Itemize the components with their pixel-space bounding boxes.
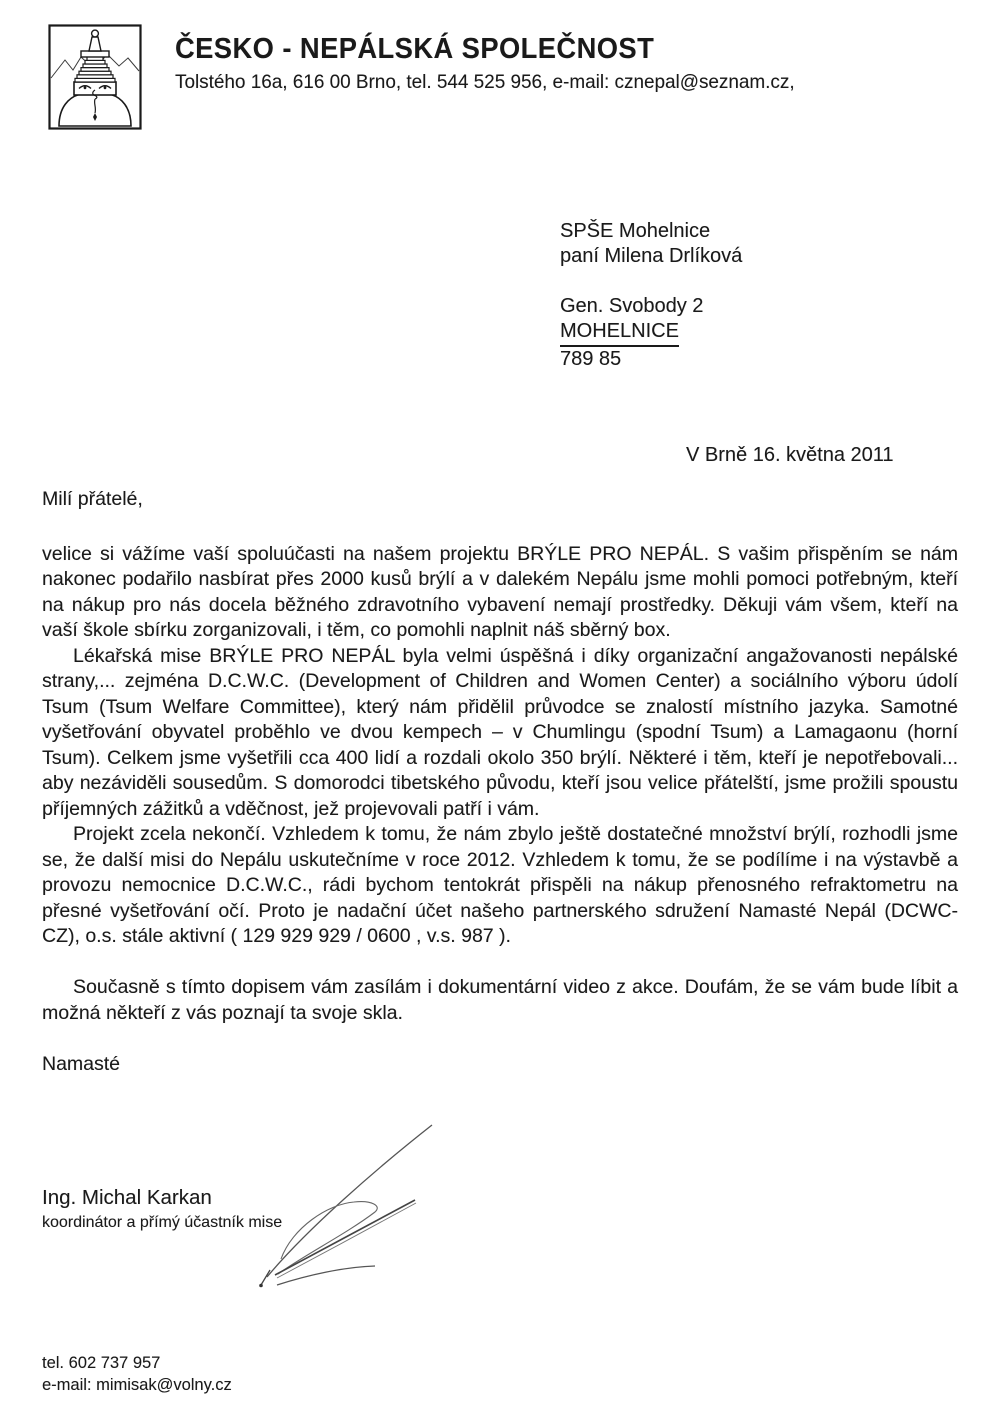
org-name: ČESKO - NEPÁLSKÁ SPOLEČNOST — [175, 33, 655, 65]
footer-tel: tel. 602 737 957 — [42, 1354, 161, 1372]
salutation: Milí přátelé, — [42, 488, 143, 510]
org-address-line: Tolstého 16a, 616 00 Brno, tel. 544 525 956, e-mail: cznepal@seznam.cz, — [175, 71, 795, 93]
letter-body — [42, 487, 958, 1077]
recipient-zip: 789 85 — [560, 348, 622, 370]
paragraph-2: Lékařská mise BRÝLE PRO NEPÁL byla velmi úspěšná i díky organizační angažovanosti nepálské strany,... zejména D.C.W.C. (Development of Children and Women Center) a sociálního výboru údolí Tsum (Tsum Welfare Committee), který nám přidělil průvodce se znalostí místního jazyka. Samotné vyšetřování obyvatel proběhlo ve dvou kempech – v Chumlingu (spodní Tsum) a Lamagaonu (horní Tsum). Celkem jsme vyšetřili cca 400 lidí a rozdali okolo 350 brýlí. Některé i těm, kteří je nepotřebovali... aby nezáviděli sousedům. S domorodci tibetského původu, kteří jsou velice přátelští, jsme prožili spoustu příjemných zážitků a vděčnost, jež projevovali patří i vám. — [42, 644, 958, 820]
recipient-person: paní Milena Drlíková — [560, 245, 743, 267]
signatory-block — [42, 1186, 282, 1232]
recipient-block — [560, 219, 742, 372]
paragraph-3: Projekt zcela nekončí. Vzhledem k tomu, že nám zbylo ještě dostatečné množství brýlí, rozhodli jsme se, že další misi do Nepálu uskutečníme v roce 2012. Vzhledem k tomu, že se podílíme i na výstavbě a provozu nemocnice D.C.W.C., rádi bychom tentokrát přispěli na nákup přenosného refraktometru na přesné vyšetřování očí. Proto je nadační účet našeho partnerského sdružení Namasté Nepál (DCWC-CZ), o.s. stále aktivní ( 129 929 929 / 0600 , v.s. 987 ). — [42, 823, 958, 947]
paragraph-4: Současně s tímto dopisem vám zasílám i dokumentární video z akce. Doufám, že se vám bude líbit a možná někteří z vás poznají ta svoje skla. — [42, 976, 958, 1024]
stupa-logo-icon — [48, 24, 142, 130]
signatory-name: Ing. Michal Karkan — [42, 1186, 212, 1209]
dateline: V Brně 16. května 2011 — [686, 444, 894, 466]
signatory-role: koordinátor a přímý účastník mise — [42, 1214, 283, 1231]
footer — [42, 1352, 232, 1396]
recipient-city: MOHELNICE — [560, 319, 742, 347]
closing: Namasté — [42, 1052, 121, 1075]
paragraph-1: velice si vážíme vaší spoluúčasti na našem projektu BRÝLE PRO NEPÁL. S vašim přispěním se nám nakonec podařilo nasbírat přes 2000 kusů brýlí a v dalekém Nepálu jsme mohli pomoci potřebným, kteří na nákup pro nás docela běžného zdravotního vybavení nemají prostředky. Děkuji vám všem, kteří na vaší škole sbírku zorganizovali, i těm, co pomohli naplnit náš sběrný box. — [42, 542, 958, 641]
recipient-street: Gen. Svobody 2 — [560, 295, 704, 317]
footer-email: e-mail: mimisak@volny.cz — [42, 1376, 232, 1394]
recipient-school: SPŠE Mohelnice — [560, 220, 711, 242]
